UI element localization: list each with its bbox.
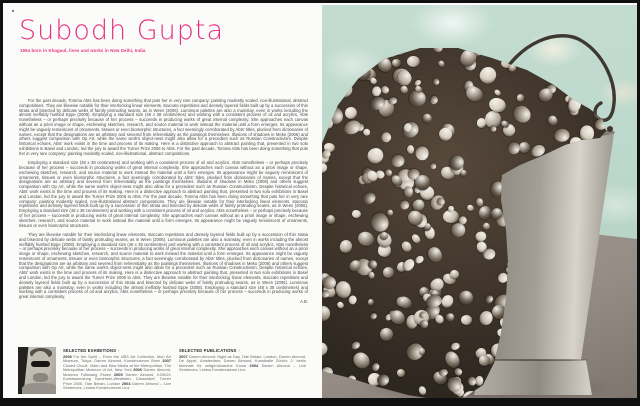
corner-mark (12, 10, 14, 12)
steel-vessel (384, 168, 393, 176)
steel-vessel (356, 229, 376, 248)
steel-vessel (580, 125, 594, 141)
exhibitions-section (63, 348, 171, 391)
portrait-shoulders (22, 383, 56, 394)
steel-vessel (429, 163, 437, 171)
steel-vessel (338, 238, 353, 254)
steel-vessel (461, 314, 473, 324)
steel-vessel (397, 70, 411, 85)
steel-vessel (554, 129, 569, 142)
publications-section (179, 348, 306, 373)
paragraph-3: They are likewise notable for their interlocking linear elements, staccato repetitions and densely layered fields built up by a succession of thin strata and bisected by delicate webs of faintly protruding seams, as in Ween (2006). Luminous palettes are also a mainstay, even in works including the almost ineffably hushed Eppe (2008). Employing a standard size (48 x 38 centimetres) and working with a consistent process of oil and acrylics, Abts nonetheless – or perhaps precisely because of her process – succeeds in producing works of great internal complexity. She approaches each canvas without an a priori image or shape, eschewing sketches, research, and source material to work instead the material until a form emerges. Its appearance might be vaguely reminiscent of ornaments, tissues or even biomorphic structures, a fact seemingly corroborated by Abts' titles, plucked from dictionaries of names, except that the designations are as arbitrary and severed from referentiality as the paintings themselves. Illusions of shadows in Meko (2006) and others suggest comparison with Op Art, while the same work's object-ness might also allow for a precedent such as Russian Constructivism. Despite historical echoes, Abts' work exists in the time and process of its making. Here is a distinctive approach to abstract painting that, presented in two solo exhibitions in Basel and London, led the jury to award the Turner Prize 2006 to Abts. They are likewise notable for their interlocking linear elements, staccato repetitions and densely layered fields built up by a succession of thin strata and bisected by delicate webs of faintly protruding seams, as in Ween (2006). Luminous palettes are also a mainstay, even in works including the almost ineffably hushed Eppe (2008). Employing a standard size (48 x 38 centimetres) and working with a consistent process of oil and acrylics, Abts nonetheless – or perhaps precisely because of her process – succeeds in producing works of great internal complexity. (19, 231, 308, 300)
steel-vessel (399, 200, 410, 210)
steel-vessel (510, 102, 534, 126)
steel-vessel (421, 112, 434, 126)
portrait-photo (18, 347, 56, 394)
steel-vessel (547, 114, 559, 127)
steel-vessel (351, 209, 362, 219)
steel-vessel (432, 77, 441, 86)
steel-vessel (482, 222, 492, 232)
steel-vessel (383, 266, 394, 277)
steel-vessel (483, 294, 494, 305)
publications-list: 2007 Darren Almond: Night as Day, Tate Britain, London; Darren Almond, De Appel, Amsterdam; Darren Almond, Kunsthalle Zürich; 2. berlin biennale für zeitgenössische Kunst 2004 Darren Almond – Live Sentences, Lentos Kunstmuseum Linz (179, 353, 306, 373)
steel-vessel (367, 298, 374, 306)
paragraph-1: For the past decade, Tomma Abts has been doing something that puts her in very rare company: painting modestly scaled, non-illustrational, abstract compositions. They are likewise notable for their interlocking linear elements, staccato repetitions and densely layered fields built up by a succession of thin strata and bisected by delicate webs of faintly protruding seams, as in Ween (2006). Luminous palettes are also a mainstay, even in works including the almost ineffably hushed Eppe (2008). Employing a standard size (48 x 38 centimetres) and working with a consistent process of oil and acrylics, Abts nonetheless – or perhaps precisely because of her process – succeeds in producing works of great internal complexity. She approaches each canvas without an a priori image or shape, eschewing sketches, research, and source material to work instead the material until a form emerges. Its appearance might be vaguely reminiscent of ornaments, tissues or even biomorphic structures, a fact seemingly corroborated by Abts' titles, plucked from dictionaries of names, except that the designations are as arbitrary and severed from referentiality as the paintings themselves. Illusions of shadows in Meko (2006) and others suggest comparison with Op Art, while the same work's object-ness might also allow for a precedent such as Russian Constructivism. Despite historical echoes, Abts' work exists in the time and process of its making. Here is a distinctive approach to abstract painting that, presented in two solo exhibitions in Basel and London, led the jury to award the Turner Prize 2006 to Abts. For the past decade, Tomma Abts has been doing something that puts her in very rare company: painting modestly scaled, non-illustrational, abstract compositions. (19, 98, 308, 156)
steel-vessel (459, 169, 469, 179)
steel-vessel (378, 130, 392, 144)
sunglasses (31, 361, 50, 367)
steel-vessel (410, 232, 422, 244)
steel-vessel (403, 186, 413, 198)
steel-vessel (483, 249, 496, 260)
artist-bio: 1964 born in Khagaul, lives and works in New Delhi, India (20, 48, 146, 53)
steel-vessel (517, 94, 524, 101)
steel-vessel (425, 245, 444, 265)
steel-vessel (493, 88, 501, 96)
steel-vessel (347, 295, 357, 306)
book-spread (3, 3, 637, 398)
steel-vessel (365, 145, 386, 166)
steel-vessel (443, 210, 459, 223)
steel-vessel (437, 60, 446, 69)
steel-vessel (477, 64, 500, 87)
left-page (3, 3, 322, 398)
steel-vessel (367, 259, 378, 270)
steel-vessel (438, 368, 448, 377)
author-initials: A.B. (300, 298, 308, 304)
steel-vessel (420, 320, 429, 328)
steel-vessel (418, 385, 428, 396)
steel-vessel (322, 340, 329, 358)
steel-vessel (396, 369, 405, 377)
steel-vessel (350, 340, 361, 351)
plus-icon: + (117, 348, 121, 353)
steel-vessel (396, 296, 406, 306)
steel-vessel (443, 349, 462, 370)
steel-vessel (466, 204, 475, 213)
body-text (19, 99, 308, 305)
exhibitions-title-text: SELECTED EXHIBITIONS (63, 348, 117, 353)
steel-vessel (457, 288, 476, 307)
steel-vessel (371, 362, 381, 372)
steel-vessel (342, 118, 363, 137)
steel-vessel (506, 140, 522, 156)
steel-vessel (474, 230, 487, 243)
steel-vessel (434, 313, 445, 324)
steel-vessel (345, 107, 358, 120)
steel-vessel (398, 84, 409, 95)
steel-vessel (407, 145, 414, 154)
steel-vessel (450, 341, 460, 350)
steel-vessel (361, 190, 377, 205)
steel-vessel (350, 349, 373, 372)
steel-vessel (392, 59, 401, 67)
artwork-photo (322, 5, 637, 398)
paragraph-2: Employing a standard size (48 x 38 centimetres) and working with a consistent process of oil and acrylics, Abts nonetheless – or perhaps precisely because of her process – succeeds in producing works of great internal complexity. She approaches each canvas without an a priori image or shape, eschewing sketches, research, and source material to work instead the material until a form emerges. Its appearance might be vaguely reminiscent of ornaments, tissues or even biomorphic structures, a fact seemingly corroborated by Abts' titles, plucked from dictionaries of names, except that the designations are as arbitrary and severed from referentiality as the paintings themselves. Illusions of shadows in Meko (2006) and others suggest comparison with Op Art, while the same work's object-ness might also allow for a precedent such as Russian Constructivism. Despite historical echoes, Abts' work exists in the time and process of its making. Here is a distinctive approach to abstract painting that, presented in two solo exhibitions in Basel and London, led the jury to award the Turner Prize 2006 to Abts. For the past decade, Tomma Abts has been doing something that puts her in very rare company: painting modestly scaled, non-illustrational abstract compositions. They are likewise notable for their interlocking linear elements, staccato repetitions and densely layered fields built up by a succession of thin strata and bisected by delicate webs of faintly protruding seams, as in Ween (2006). Employing a standard size (48 x 38 centimetres) and working with a consistent process of oil and acrylics, Abts nonetheless – or perhaps precisely because of her process – succeeds in producing works of great internal complexity. She approaches each canvas without an a priori image or shape, eschewing sketches, research, and source material to work instead the material until a form emerges. Its appearance might be vaguely reminiscent of ornaments, tissues or even biomorphic structures. (19, 160, 308, 228)
steel-vessel (378, 326, 396, 343)
steel-vessel (414, 254, 425, 265)
steel-vessel (479, 355, 490, 366)
steel-vessel (369, 311, 378, 320)
steel-vessel (322, 304, 332, 324)
steel-vessel (368, 272, 375, 279)
steel-vessel (322, 162, 328, 175)
steel-vessel (476, 117, 486, 128)
exhibitions-list: 2008 For the Spirit – From the UBS Art Collection, Mori Art Museum, Tokyo; Darren Almond, Kunstmuseum Bonn 2007 Closed Circuit. Video and New Media at the Metropolitan, The Metropolitan Museum of Art, New York 2006 Darren Almond, Museum Folkwang Essen 2005 Darren Almond, K20K21 Kunstsammlung Nordrhein-Westfalen, Düsseldorf; Turner Prize 2005, Tate Britain, London 2004 Darren Almond – Live Sentences, Lentos Kunstmuseum Linz (63, 353, 171, 391)
portrait-beard (33, 373, 48, 382)
steel-vessel (387, 209, 394, 216)
steel-vessel (336, 300, 345, 309)
steel-vessel (391, 154, 406, 168)
plus-icon: + (237, 348, 241, 353)
steel-vessel (416, 145, 430, 160)
steel-vessel (445, 312, 456, 322)
steel-vessel (407, 55, 420, 66)
steel-vessel (369, 76, 378, 85)
steel-vessel (519, 142, 531, 153)
artist-name: Subodh Gupta (19, 15, 225, 46)
steel-vessel (380, 85, 390, 95)
steel-vessel (400, 239, 414, 253)
steel-vessel (454, 367, 464, 376)
bottom-block (3, 345, 322, 398)
publications-title (179, 348, 306, 353)
exhibitions-title (63, 348, 171, 353)
steel-vessel (324, 213, 337, 226)
steel-vessel (362, 128, 372, 138)
publications-title-text: SELECTED PUBLICATIONS (179, 348, 237, 353)
